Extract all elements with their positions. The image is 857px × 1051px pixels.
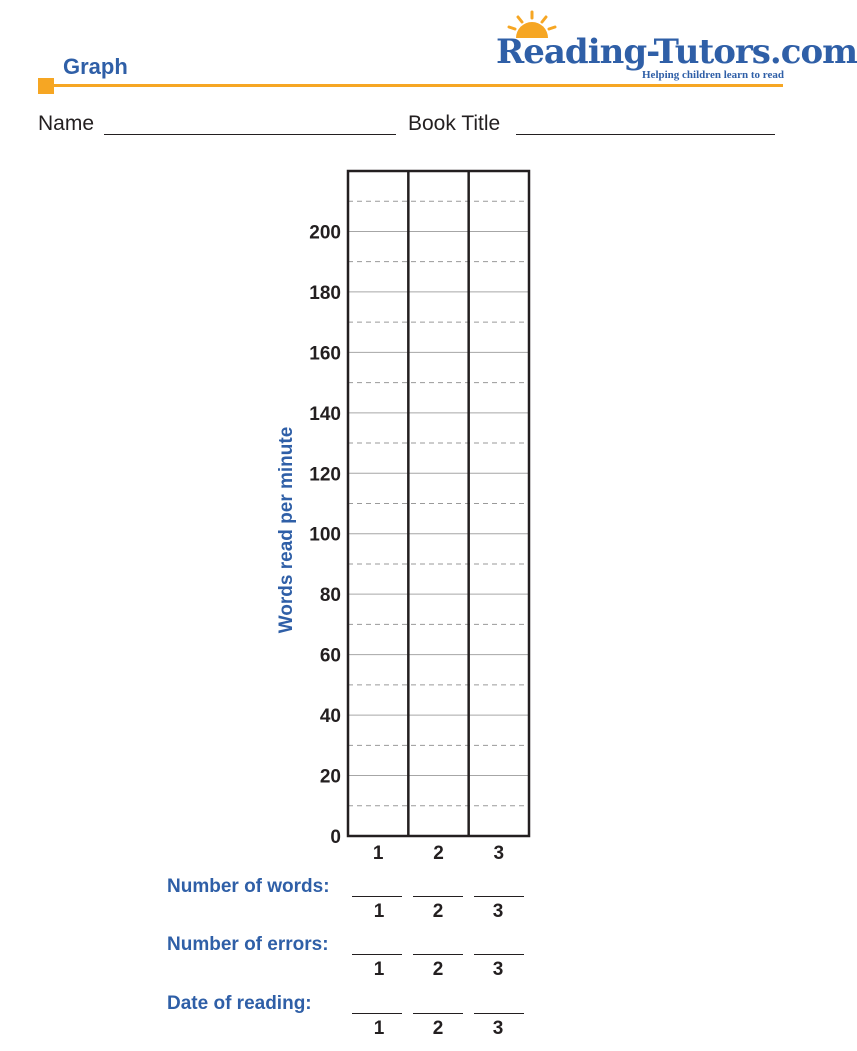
y-tick-label: 20: [319, 766, 341, 788]
y-tick-label: 140: [309, 403, 341, 425]
date-column-number: 3: [492, 1018, 504, 1039]
y-tick-label: 40: [319, 706, 341, 728]
words-field-3[interactable]: [474, 896, 524, 897]
logo-wordmark: Reading-Tutors.com: [496, 32, 857, 72]
page-title: Graph: [63, 54, 128, 79]
date-field-2[interactable]: [413, 1013, 463, 1014]
errors-field-3[interactable]: [474, 954, 524, 955]
date-column-number: 1: [373, 1018, 385, 1039]
y-tick-label: 80: [319, 585, 341, 607]
number-of-errors-label: Number of errors:: [167, 934, 329, 955]
y-tick-label: 0: [330, 827, 341, 848]
y-axis-title: Words read per minute: [276, 426, 297, 634]
errors-column-number: 2: [432, 959, 444, 980]
y-tick-label: 160: [309, 343, 341, 365]
y-tick-label: 180: [309, 282, 341, 304]
x-tick-label: 2: [433, 843, 444, 864]
book-title-label: Book Title: [408, 112, 501, 135]
logo-tagline: Helping children learn to read: [642, 69, 784, 81]
date-field-3[interactable]: [474, 1013, 524, 1014]
errors-column-number: 3: [492, 959, 504, 980]
name-label: Name: [38, 112, 95, 135]
y-tick-label: 200: [309, 222, 341, 244]
words-column-number: 2: [432, 901, 444, 922]
date-field-1[interactable]: [352, 1013, 402, 1014]
y-tick-label: 60: [319, 645, 341, 667]
date-column-number: 2: [432, 1018, 444, 1039]
words-field-1[interactable]: [352, 896, 402, 897]
words-field-2[interactable]: [413, 896, 463, 897]
number-of-words-label: Number of words:: [167, 876, 330, 897]
x-tick-label: 1: [372, 843, 384, 864]
errors-column-number: 1: [373, 959, 385, 980]
x-tick-label: 3: [493, 843, 505, 864]
date-of-reading-label: Date of reading:: [167, 993, 312, 1014]
words-column-number: 1: [373, 901, 385, 922]
y-tick-label: 100: [309, 524, 341, 546]
words-column-number: 3: [492, 901, 504, 922]
errors-field-2[interactable]: [413, 954, 463, 955]
errors-field-1[interactable]: [352, 954, 402, 955]
y-tick-label: 120: [309, 464, 341, 486]
